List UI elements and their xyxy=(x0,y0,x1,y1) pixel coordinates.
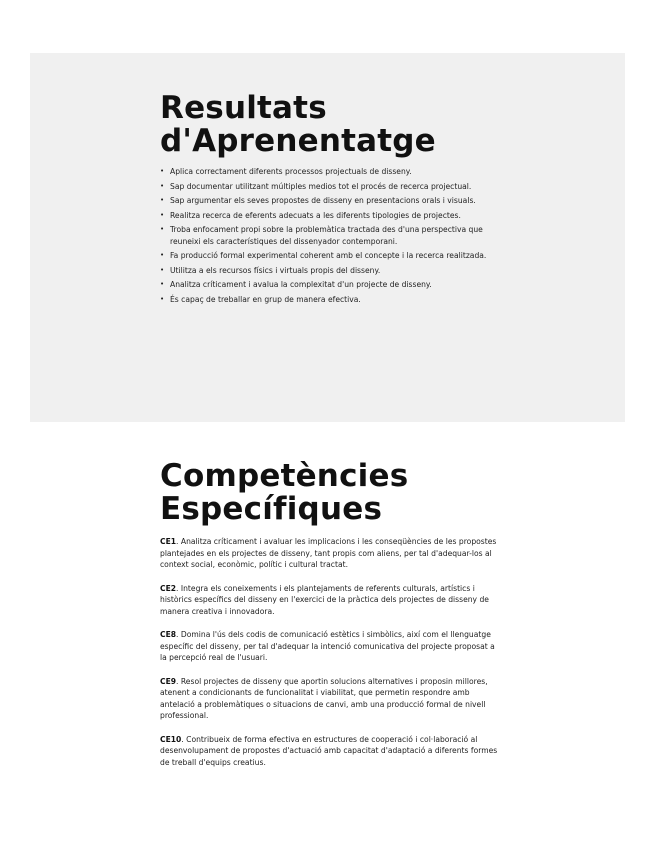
list-item xyxy=(160,166,500,178)
competence-text: . Contribueix de forma efectiva en estructures de cooperació i col·laboració al desenvolupament de propostes d'actuació amb capacitat d'adaptació a diferents formes de treball d'equips creatius. xyxy=(160,734,498,767)
list-item xyxy=(160,250,500,262)
list-item-text: Utilitza a els recursos físics i virtuals propis del disseny. xyxy=(170,265,381,275)
list-item-text: Troba enfocament propi sobre la problemàtica tractada des d'una perspectiva que reuneixi els característiques del dissenyador contemporani. xyxy=(170,225,483,246)
list-item-text: Realitza recerca de eferents adecuats a les diferents tipologies de projectes. xyxy=(170,210,461,220)
learning-outcomes-list xyxy=(160,166,500,305)
competence-paragraph xyxy=(160,536,500,571)
bullet-icon: • xyxy=(160,167,165,175)
learning-outcomes-title xyxy=(160,92,500,158)
learning-outcomes-section xyxy=(160,92,500,308)
list-item-text: Sap argumentar els seves propostes de disseny en presentacions orals i visuals. xyxy=(170,196,476,205)
competence-paragraph xyxy=(160,583,500,618)
specific-competences-title xyxy=(160,460,500,526)
competence-code: CE9 xyxy=(160,676,177,686)
bullet-icon: • xyxy=(160,210,165,219)
competence-paragraph xyxy=(160,734,500,769)
list-item xyxy=(160,265,500,277)
list-item-text: Fa producció formal experimental coherent amb el concepte i la recerca realitzada. xyxy=(170,251,487,260)
competence-code: CE10 xyxy=(160,734,182,744)
bullet-icon: • xyxy=(160,181,165,190)
competence-text: . Integra els coneixements i els plantejaments de referents culturals, artístics i històrics específics del disseny en l'exercici de la pràctica dels projectes de disseny de manera creativa i innovadora. xyxy=(160,583,489,616)
bullet-icon: • xyxy=(160,251,165,259)
bullet-icon: • xyxy=(160,196,165,204)
list-item xyxy=(160,210,500,222)
competence-text: . Domina l'ús dels codis de comunicació estètics i simbòlics, així com el llenguatge específic del disseny, per tal d'adequar la intenció comunicativa del projecte proposat a la percepció real de l'usuari. xyxy=(160,630,495,662)
learning-outcomes-title-line1: Resultats xyxy=(160,90,327,126)
specific-competences-section xyxy=(160,460,500,780)
competences-list xyxy=(160,536,500,768)
list-item xyxy=(160,279,500,291)
competence-code: CE8 xyxy=(160,630,177,639)
bullet-icon: • xyxy=(160,265,165,274)
list-item-text: És capaç de treballar en grup de manera efectiva. xyxy=(170,294,361,304)
bullet-icon: • xyxy=(160,280,165,288)
competence-text: . Analitza críticament i avaluar les implicacions i les conseqüències de les propostes plantejades en els projectes de disseny, tant propis com aliens, per tal d'adequar-los al context social, econòmic, polític i cultural tractat. xyxy=(160,537,497,569)
bullet-icon: • xyxy=(160,294,165,303)
bullet-icon: • xyxy=(160,225,165,233)
competence-paragraph xyxy=(160,676,500,722)
list-item-text: Sap documentar utilitzant múltiples medios tot el procés de recerca projectual. xyxy=(170,181,472,191)
competence-text: . Resol projectes de disseny que aportin solucions alternatives i proposin millores, atenent a condicionants de funcionalitat i viabilitat, que permetin respondre amb antelació a problemàtiques o situacions de canvi, amb una producció formal de nivell professional. xyxy=(160,676,488,720)
list-item xyxy=(160,224,500,247)
list-item xyxy=(160,294,500,306)
specific-competences-title-line1: Competències xyxy=(160,458,409,494)
competence-paragraph xyxy=(160,629,500,664)
list-item-text: Analitza críticament i avalua la complexitat d'un projecte de disseny. xyxy=(170,280,432,289)
competence-code: CE2 xyxy=(160,583,177,593)
list-item xyxy=(160,195,500,207)
specific-competences-title-line2: Específiques xyxy=(160,491,383,527)
learning-outcomes-title-line2: d'Aprenentatge xyxy=(160,123,436,159)
list-item xyxy=(160,181,500,193)
competence-code: CE1 xyxy=(160,537,177,546)
list-item-text: Aplica correctament diferents processos projectuals de disseny. xyxy=(170,167,412,176)
